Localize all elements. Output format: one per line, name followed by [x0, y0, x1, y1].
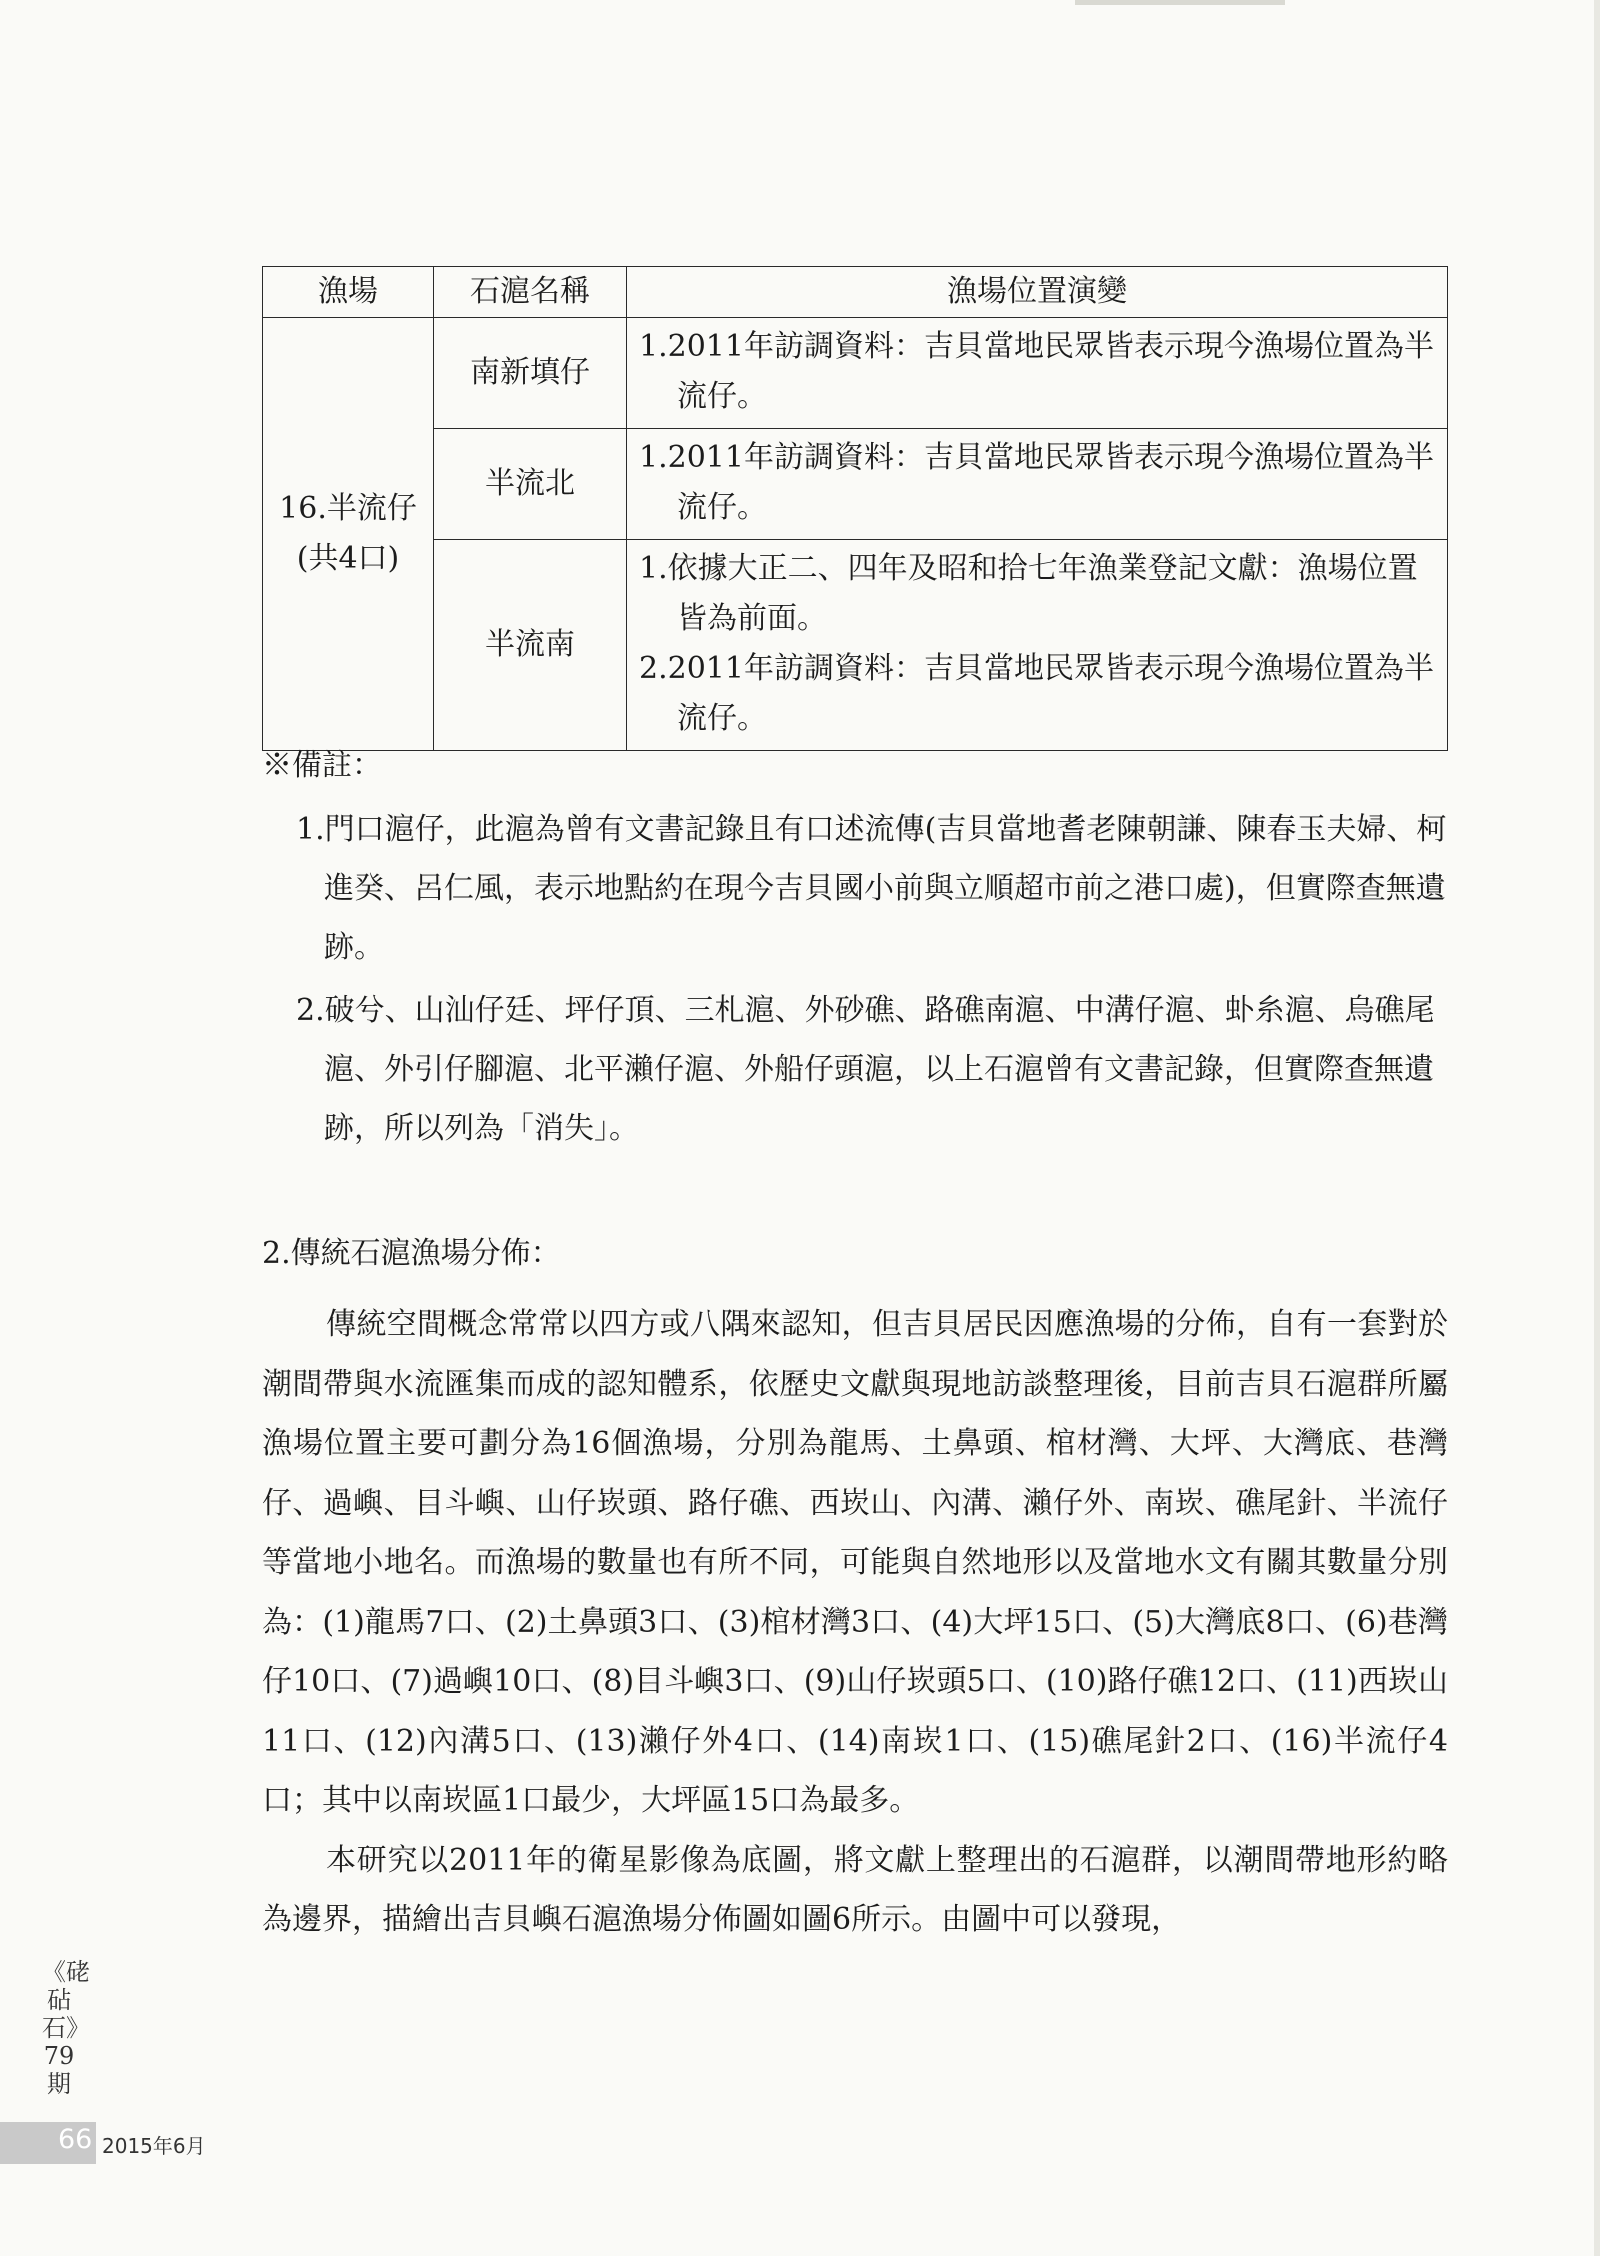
fishery-table	[262, 266, 1448, 751]
table-row	[263, 318, 1448, 429]
weir-name: 半流北	[434, 429, 627, 540]
publication-date: 2015年6月	[102, 2134, 206, 2158]
journal-title: 《硓砧石》79期	[42, 1958, 90, 2098]
note-item: 1.門口滬仔，此滬為曾有文書記錄且有口述流傳(吉貝當地耆老陳朝謙、陳春玉夫婦、柯進癸、呂仁風，表示地點約在現今吉貝國小前與立順超市前之港口處)，但實際查無遺跡。	[296, 812, 1447, 965]
weir-name: 半流南	[434, 540, 627, 751]
location-desc	[627, 429, 1448, 540]
header-location-change: 漁場位置演變	[627, 267, 1448, 318]
fishery-count: (共4口)	[296, 541, 400, 576]
fishery-label: 16.半流仔	[279, 491, 417, 526]
section-title: 2.傳統石滬漁場分佈：	[262, 1236, 561, 1271]
location-desc	[627, 318, 1448, 429]
body-text	[262, 1295, 1448, 1950]
header-fishery: 漁場	[263, 267, 434, 318]
location-desc	[627, 540, 1448, 751]
notes-heading: ※備註：	[262, 748, 382, 783]
scan-mark	[1075, 0, 1285, 5]
desc-item: 2.2011年訪調資料：吉貝當地民眾皆表示現今漁場位置為半流仔。	[639, 651, 1434, 736]
note-item: 2.破兮、山汕仔廷、坪仔頂、三札滬、外砂礁、路礁南滬、中溝仔滬、虲糸滬、烏礁尾滬、外引仔腳滬、北平瀨仔滬、外船仔頭滬，以上石滬曾有文書記錄，但實際查無遺跡，所以列為「消失」。	[296, 993, 1435, 1146]
page-edge	[1594, 0, 1600, 2256]
table-row	[263, 540, 1448, 751]
paragraph: 傳統空間概念常常以四方或八隅來認知，但吉貝居民因應漁場的分佈，自有一套對於潮間帶與水流匯集而成的認知體系，依歷史文獻與現地訪談整理後，目前吉貝石滬群所屬漁場位置主要可劃分為16個漁場，分別為龍馬、土鼻頭、棺材灣、大坪、大灣底、巷灣仔、過嶼、目斗嶼、山仔崁頭、路仔礁、西崁山、內溝、瀨仔外、南崁、礁尾針、半流仔等當地小地名。而漁場的數量也有所不同，可能與自然地形以及當地水文有關其數量分別為：(1)龍馬7口、(2)土鼻頭3口、(3)棺材灣3口、(4)大坪15口、(5)大灣底8口、(6)巷灣仔10口、(7)過嶼10口、(8)目斗嶼3口、(9)山仔崁頭5口、(10)路仔礁12口、(11)西崁山11口、(12)內溝5口、(13)瀨仔外4口、(14)南崁1口、(15)礁尾針2口、(16)半流仔4口；其中以南崁區1口最少，大坪區15口為最多。	[262, 1307, 1448, 1818]
paragraph: 本研究以2011年的衛星影像為底圖，將文獻上整理出的石滬群，以潮間帶地形約略為邊界，描繪出吉貝嶼石滬漁場分佈圖如圖6所示。由圖中可以發現，	[262, 1842, 1448, 1937]
page-number: 66	[58, 2124, 93, 2155]
desc-item: 1.2011年訪調資料：吉貝當地民眾皆表示現今漁場位置為半流仔。	[639, 440, 1434, 525]
desc-item: 1.2011年訪調資料：吉貝當地民眾皆表示現今漁場位置為半流仔。	[639, 329, 1434, 414]
header-weir-name: 石滬名稱	[434, 267, 627, 318]
table-row	[263, 429, 1448, 540]
notes-list	[296, 800, 1456, 1162]
table-header-row	[263, 267, 1448, 318]
fishery-cell	[263, 318, 434, 751]
desc-item: 1.依據大正二、四年及昭和拾七年漁業登記文獻：漁場位置皆為前面。	[639, 551, 1418, 636]
weir-name: 南新填仔	[434, 318, 627, 429]
